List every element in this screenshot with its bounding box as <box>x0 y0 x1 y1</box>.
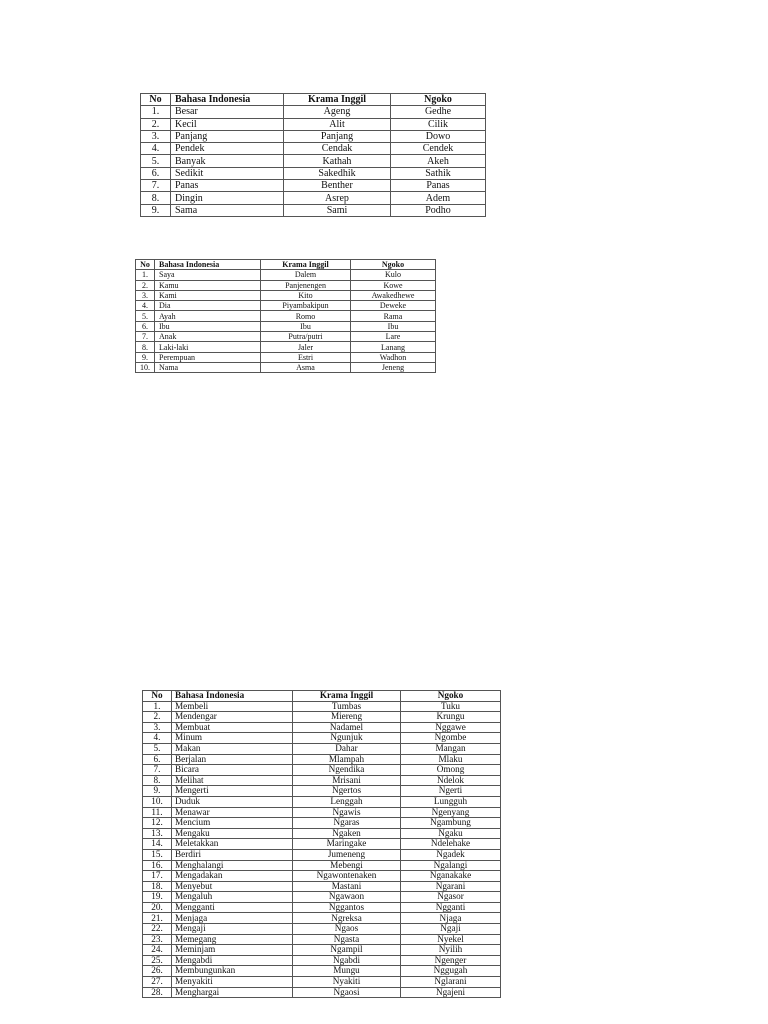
table-row <box>143 881 501 892</box>
cell-bahasa-indonesia: Minum <box>172 733 293 744</box>
cell-bahasa-indonesia: Menyebut <box>172 881 293 892</box>
cell-ngoko: Ngombe <box>401 733 501 744</box>
cell-krama-inggil: Ageng <box>284 106 391 118</box>
cell-bahasa-indonesia: Anak <box>155 332 261 342</box>
cell-no: 13. <box>143 828 172 839</box>
cell-bahasa-indonesia: Mendengar <box>172 712 293 723</box>
cell-bahasa-indonesia: Mengaji <box>172 924 293 935</box>
cell-bahasa-indonesia: Panjang <box>171 130 284 142</box>
cell-krama-inggil: Asma <box>261 362 351 372</box>
cell-ngoko: Ngaji <box>401 924 501 935</box>
cell-no: 3. <box>143 722 172 733</box>
cell-no: 5. <box>141 155 171 167</box>
cell-ngoko: Ngalangi <box>401 860 501 871</box>
cell-bahasa-indonesia: Panas <box>171 180 284 192</box>
cell-ngoko: Ibu <box>351 321 436 331</box>
table-row <box>143 892 501 903</box>
cell-krama-inggil: Cendak <box>284 143 391 155</box>
cell-bahasa-indonesia: Laki-laki <box>155 342 261 352</box>
cell-ngoko: Nglarani <box>401 977 501 988</box>
cell-krama-inggil: Putra/putri <box>261 332 351 342</box>
cell-bahasa-indonesia: Pendek <box>171 143 284 155</box>
cell-bahasa-indonesia: Makan <box>172 743 293 754</box>
cell-krama-inggil: Sakedhik <box>284 167 391 179</box>
cell-ngoko: Ngerti <box>401 786 501 797</box>
table-row <box>143 860 501 871</box>
cell-krama-inggil: Ngampil <box>293 945 401 956</box>
cell-bahasa-indonesia: Banyak <box>171 155 284 167</box>
cell-no: 9. <box>143 786 172 797</box>
table-row <box>136 280 436 290</box>
table-row <box>141 167 486 179</box>
table-row <box>143 945 501 956</box>
header-bahasa-indonesia: Bahasa Indonesia <box>172 691 293 702</box>
cell-bahasa-indonesia: Sama <box>171 204 284 216</box>
table-row <box>143 733 501 744</box>
table-row <box>136 301 436 311</box>
cell-bahasa-indonesia: Menyakiti <box>172 977 293 988</box>
cell-krama-inggil: Ngertos <box>293 786 401 797</box>
cell-ngoko: Nganakake <box>401 871 501 882</box>
table-row <box>143 934 501 945</box>
header-no: No <box>136 260 155 270</box>
cell-bahasa-indonesia: Membuat <box>172 722 293 733</box>
cell-ngoko: Gedhe <box>391 106 486 118</box>
table-row <box>141 106 486 118</box>
cell-no: 27. <box>143 977 172 988</box>
table-row <box>143 743 501 754</box>
cell-ngoko: Dowo <box>391 130 486 142</box>
cell-bahasa-indonesia: Menghargai <box>172 987 293 998</box>
cell-krama-inggil: Romo <box>261 311 351 321</box>
table-row <box>143 828 501 839</box>
cell-ngoko: Adem <box>391 192 486 204</box>
cell-bahasa-indonesia: Meletakkan <box>172 839 293 850</box>
cell-krama-inggil: Ibu <box>261 321 351 331</box>
cell-no: 5. <box>143 743 172 754</box>
cell-krama-inggil: Nggantos <box>293 902 401 913</box>
cell-ngoko: Lare <box>351 332 436 342</box>
table-row <box>141 180 486 192</box>
cell-krama-inggil: Tumbas <box>293 701 401 712</box>
cell-no: 6. <box>143 754 172 765</box>
cell-krama-inggil: Ngawontenaken <box>293 871 401 882</box>
cell-krama-inggil: Maringake <box>293 839 401 850</box>
header-ngoko: Ngoko <box>401 691 501 702</box>
cell-no: 25. <box>143 955 172 966</box>
cell-bahasa-indonesia: Sedikit <box>171 167 284 179</box>
cell-ngoko: Mangan <box>401 743 501 754</box>
vocab-table-verbs <box>142 690 501 998</box>
cell-ngoko: Ngaku <box>401 828 501 839</box>
table-row <box>143 924 501 935</box>
cell-krama-inggil: Jumeneng <box>293 849 401 860</box>
cell-krama-inggil: Asrep <box>284 192 391 204</box>
cell-ngoko: Ngajeni <box>401 987 501 998</box>
cell-no: 1. <box>141 106 171 118</box>
cell-bahasa-indonesia: Mengadakan <box>172 871 293 882</box>
cell-krama-inggil: Estri <box>261 352 351 362</box>
cell-bahasa-indonesia: Saya <box>155 270 261 280</box>
cell-no: 11. <box>143 807 172 818</box>
cell-no: 3. <box>141 130 171 142</box>
header-no: No <box>143 691 172 702</box>
cell-no: 14. <box>143 839 172 850</box>
cell-bahasa-indonesia: Dia <box>155 301 261 311</box>
cell-ngoko: Rama <box>351 311 436 321</box>
cell-no: 4. <box>136 301 155 311</box>
cell-krama-inggil: Ngendika <box>293 765 401 776</box>
cell-ngoko: Ngganti <box>401 902 501 913</box>
cell-ngoko: Podho <box>391 204 486 216</box>
cell-ngoko: Ngadek <box>401 849 501 860</box>
table-row <box>143 871 501 882</box>
cell-krama-inggil: Lenggah <box>293 796 401 807</box>
cell-bahasa-indonesia: Kamu <box>155 280 261 290</box>
cell-krama-inggil: Ngaos <box>293 924 401 935</box>
cell-krama-inggil: Dahar <box>293 743 401 754</box>
table-row <box>143 987 501 998</box>
table-row <box>136 352 436 362</box>
cell-bahasa-indonesia: Perempuan <box>155 352 261 362</box>
cell-krama-inggil: Nadamel <box>293 722 401 733</box>
cell-no: 9. <box>141 204 171 216</box>
cell-krama-inggil: Ngabdi <box>293 955 401 966</box>
vocab-table-adjectives <box>140 93 486 217</box>
cell-ngoko: Lungguh <box>401 796 501 807</box>
cell-no: 4. <box>143 733 172 744</box>
table-header-row <box>141 94 486 106</box>
cell-no: 7. <box>136 332 155 342</box>
cell-ngoko: Nyekel <box>401 934 501 945</box>
cell-ngoko: Jeneng <box>351 362 436 372</box>
cell-no: 3. <box>136 290 155 300</box>
cell-bahasa-indonesia: Menjaga <box>172 913 293 924</box>
cell-ngoko: Deweke <box>351 301 436 311</box>
cell-krama-inggil: Sami <box>284 204 391 216</box>
cell-krama-inggil: Panjenengen <box>261 280 351 290</box>
table-row <box>143 818 501 829</box>
table-row <box>141 118 486 130</box>
cell-krama-inggil: Mastani <box>293 881 401 892</box>
table-row <box>136 332 436 342</box>
cell-krama-inggil: Ngawaon <box>293 892 401 903</box>
cell-krama-inggil: Alit <box>284 118 391 130</box>
vocab-table-pronouns <box>135 259 436 373</box>
cell-ngoko: Ngasor <box>401 892 501 903</box>
cell-bahasa-indonesia: Nama <box>155 362 261 372</box>
cell-bahasa-indonesia: Mengabdi <box>172 955 293 966</box>
cell-ngoko: Mlaku <box>401 754 501 765</box>
cell-no: 26. <box>143 966 172 977</box>
cell-ngoko: Nggawe <box>401 722 501 733</box>
cell-no: 5. <box>136 311 155 321</box>
cell-krama-inggil: Dalem <box>261 270 351 280</box>
cell-bahasa-indonesia: Kami <box>155 290 261 300</box>
header-krama-inggil: Krama Inggil <box>261 260 351 270</box>
table-row <box>136 270 436 280</box>
cell-no: 10. <box>143 796 172 807</box>
cell-ngoko: Ndelok <box>401 775 501 786</box>
header-ngoko: Ngoko <box>351 260 436 270</box>
cell-krama-inggil: Jaler <box>261 342 351 352</box>
cell-ngoko: Omong <box>401 765 501 776</box>
cell-no: 7. <box>141 180 171 192</box>
header-krama-inggil: Krama Inggil <box>293 691 401 702</box>
table-row <box>143 786 501 797</box>
cell-no: 2. <box>143 712 172 723</box>
cell-ngoko: Lanang <box>351 342 436 352</box>
table-row <box>143 977 501 988</box>
table-row <box>141 204 486 216</box>
cell-bahasa-indonesia: Ibu <box>155 321 261 331</box>
cell-bahasa-indonesia: Membungunkan <box>172 966 293 977</box>
table-row <box>141 155 486 167</box>
cell-ngoko: Tuku <box>401 701 501 712</box>
cell-no: 16. <box>143 860 172 871</box>
cell-krama-inggil: Ngawis <box>293 807 401 818</box>
table-row <box>136 311 436 321</box>
cell-ngoko: Ngarani <box>401 881 501 892</box>
cell-krama-inggil: Ngaken <box>293 828 401 839</box>
cell-ngoko: Krungu <box>401 712 501 723</box>
table-row <box>143 765 501 776</box>
header-ngoko: Ngoko <box>391 94 486 106</box>
cell-no: 22. <box>143 924 172 935</box>
cell-ngoko: Kowe <box>351 280 436 290</box>
cell-krama-inggil: Ngaras <box>293 818 401 829</box>
table-row <box>143 913 501 924</box>
cell-krama-inggil: Ngreksa <box>293 913 401 924</box>
table-row <box>143 775 501 786</box>
cell-no: 21. <box>143 913 172 924</box>
cell-no: 24. <box>143 945 172 956</box>
cell-no: 18. <box>143 881 172 892</box>
cell-bahasa-indonesia: Mengaku <box>172 828 293 839</box>
cell-bahasa-indonesia: Memegang <box>172 934 293 945</box>
table-row <box>136 342 436 352</box>
cell-krama-inggil: Miereng <box>293 712 401 723</box>
cell-no: 8. <box>143 775 172 786</box>
cell-ngoko: Sathik <box>391 167 486 179</box>
cell-ngoko: Wadhon <box>351 352 436 362</box>
table-row <box>141 130 486 142</box>
table-row <box>143 966 501 977</box>
cell-bahasa-indonesia: Ayah <box>155 311 261 321</box>
cell-krama-inggil: Nyakiti <box>293 977 401 988</box>
cell-ngoko: Cilik <box>391 118 486 130</box>
cell-ngoko: Akeh <box>391 155 486 167</box>
cell-no: 17. <box>143 871 172 882</box>
cell-krama-inggil: Kathah <box>284 155 391 167</box>
cell-ngoko: Ngenyang <box>401 807 501 818</box>
cell-no: 2. <box>141 118 171 130</box>
header-no: No <box>141 94 171 106</box>
cell-krama-inggil: Benther <box>284 180 391 192</box>
cell-no: 4. <box>141 143 171 155</box>
cell-bahasa-indonesia: Besar <box>171 106 284 118</box>
cell-no: 7. <box>143 765 172 776</box>
cell-bahasa-indonesia: Menawar <box>172 807 293 818</box>
cell-bahasa-indonesia: Dingin <box>171 192 284 204</box>
table-row <box>143 807 501 818</box>
table-row <box>143 701 501 712</box>
cell-bahasa-indonesia: Duduk <box>172 796 293 807</box>
table-row <box>143 796 501 807</box>
cell-krama-inggil: Mrisani <box>293 775 401 786</box>
cell-no: 10. <box>136 362 155 372</box>
table-row <box>143 712 501 723</box>
table-row <box>143 754 501 765</box>
cell-bahasa-indonesia: Berjalan <box>172 754 293 765</box>
cell-bahasa-indonesia: Menghalangi <box>172 860 293 871</box>
table-header-row <box>143 691 501 702</box>
cell-no: 12. <box>143 818 172 829</box>
cell-no: 8. <box>136 342 155 352</box>
cell-no: 2. <box>136 280 155 290</box>
cell-ngoko: Ngambung <box>401 818 501 829</box>
table-row <box>136 321 436 331</box>
cell-bahasa-indonesia: Bicara <box>172 765 293 776</box>
cell-no: 6. <box>141 167 171 179</box>
cell-krama-inggil: Mungu <box>293 966 401 977</box>
cell-ngoko: Kulo <box>351 270 436 280</box>
table-row <box>143 955 501 966</box>
cell-ngoko: Awakedhewe <box>351 290 436 300</box>
cell-bahasa-indonesia: Mencium <box>172 818 293 829</box>
cell-krama-inggil: Mlampah <box>293 754 401 765</box>
cell-no: 1. <box>136 270 155 280</box>
table-header-row <box>136 260 436 270</box>
cell-bahasa-indonesia: Membeli <box>172 701 293 712</box>
cell-krama-inggil: Ngasta <box>293 934 401 945</box>
cell-bahasa-indonesia: Melihat <box>172 775 293 786</box>
cell-krama-inggil: Panjang <box>284 130 391 142</box>
cell-no: 20. <box>143 902 172 913</box>
cell-bahasa-indonesia: Mengaluh <box>172 892 293 903</box>
cell-ngoko: Nggugah <box>401 966 501 977</box>
table-row <box>136 290 436 300</box>
cell-krama-inggil: Ngaosi <box>293 987 401 998</box>
table-row <box>143 722 501 733</box>
cell-ngoko: Cendek <box>391 143 486 155</box>
cell-ngoko: Nyilih <box>401 945 501 956</box>
cell-bahasa-indonesia: Mengganti <box>172 902 293 913</box>
cell-no: 9. <box>136 352 155 362</box>
table-row <box>141 143 486 155</box>
cell-ngoko: Ndelehake <box>401 839 501 850</box>
cell-no: 1. <box>143 701 172 712</box>
cell-no: 19. <box>143 892 172 903</box>
table-row <box>143 902 501 913</box>
cell-no: 8. <box>141 192 171 204</box>
header-krama-inggil: Krama Inggil <box>284 94 391 106</box>
header-bahasa-indonesia: Bahasa Indonesia <box>171 94 284 106</box>
cell-ngoko: Ngenger <box>401 955 501 966</box>
cell-ngoko: Panas <box>391 180 486 192</box>
cell-krama-inggil: Kito <box>261 290 351 300</box>
cell-krama-inggil: Mebengi <box>293 860 401 871</box>
cell-no: 23. <box>143 934 172 945</box>
cell-no: 28. <box>143 987 172 998</box>
cell-krama-inggil: Ngunjuk <box>293 733 401 744</box>
table-row <box>141 192 486 204</box>
cell-ngoko: Njaga <box>401 913 501 924</box>
cell-bahasa-indonesia: Mengerti <box>172 786 293 797</box>
cell-krama-inggil: Piyambakipun <box>261 301 351 311</box>
cell-bahasa-indonesia: Berdiri <box>172 849 293 860</box>
cell-no: 15. <box>143 849 172 860</box>
table-row <box>143 839 501 850</box>
cell-bahasa-indonesia: Meminjam <box>172 945 293 956</box>
header-bahasa-indonesia: Bahasa Indonesia <box>155 260 261 270</box>
cell-no: 6. <box>136 321 155 331</box>
cell-bahasa-indonesia: Kecil <box>171 118 284 130</box>
table-row <box>143 849 501 860</box>
table-row <box>136 362 436 372</box>
